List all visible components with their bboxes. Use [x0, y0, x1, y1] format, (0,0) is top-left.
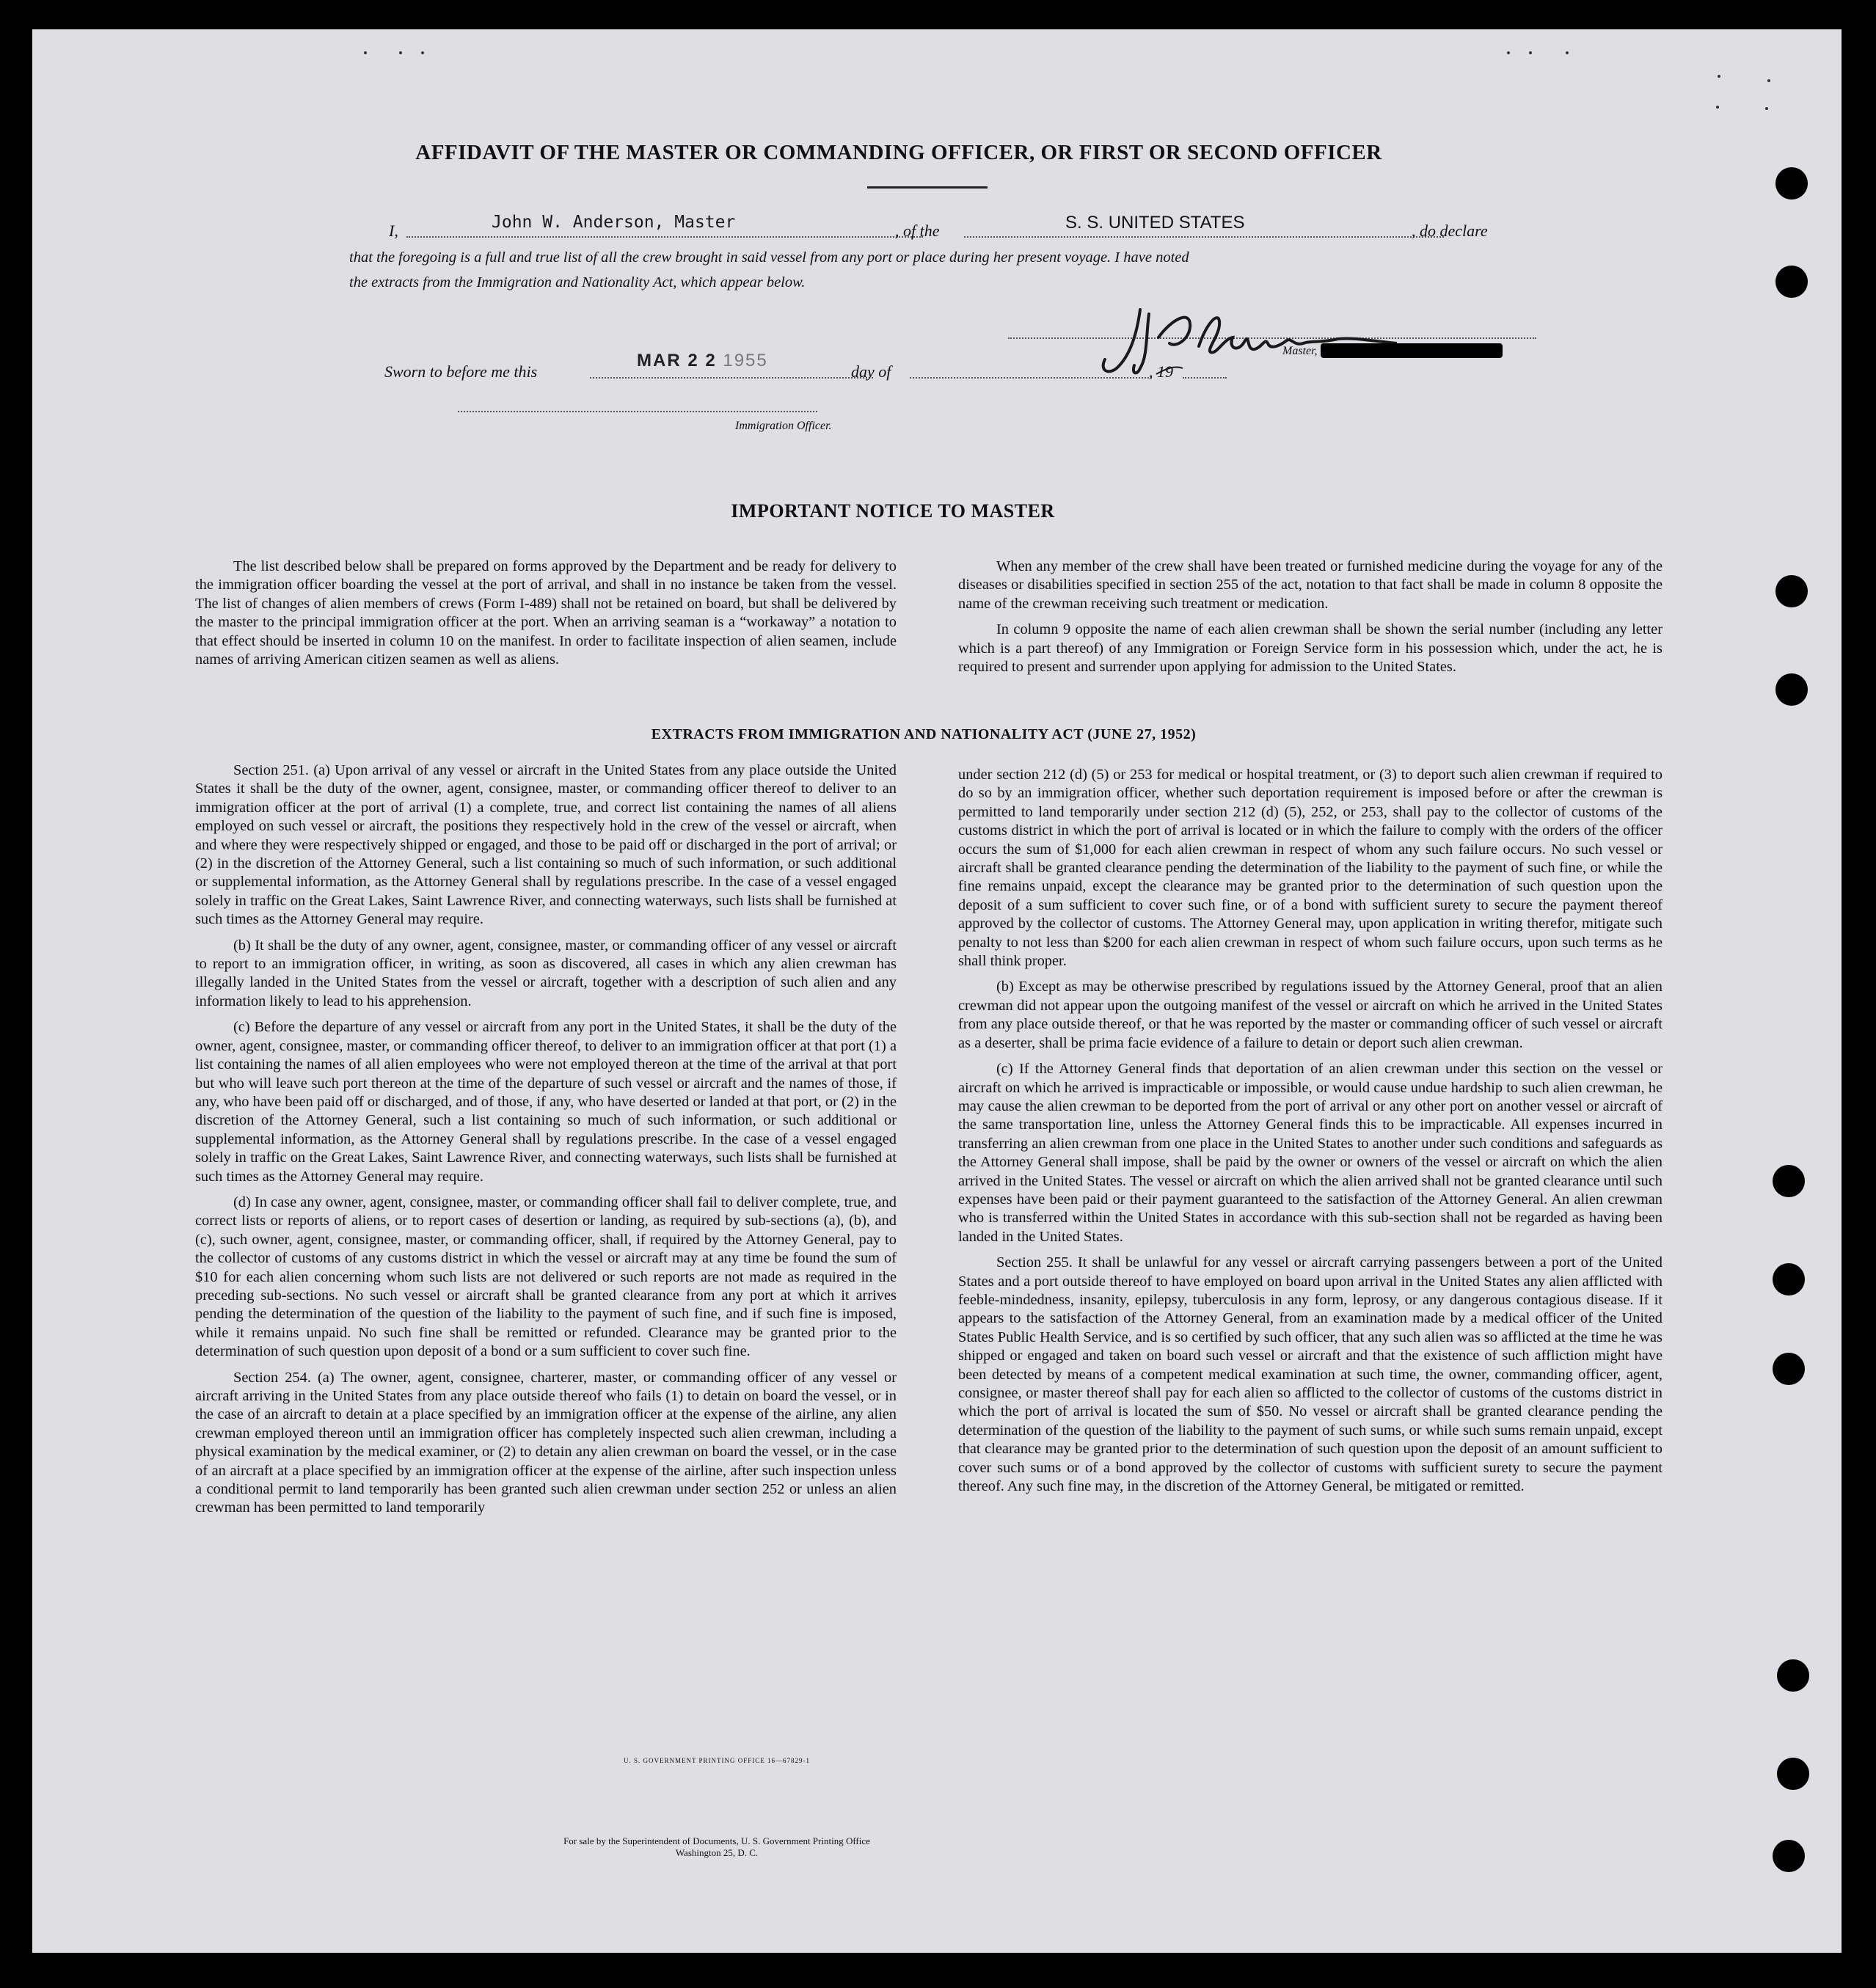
master-label: Master,	[1282, 345, 1318, 357]
vessel-field: S. S. UNITED STATES	[1065, 213, 1245, 233]
declaration-line-1: that the foregoing is a full and true list of all the crew brought in said vessel from any port or place during her present voyage. I have noted	[349, 249, 1189, 266]
extracts-title: EXTRACTS FROM IMMIGRATION AND NATIONALITY ACT (JUNE 27, 1952)	[651, 726, 1197, 742]
section-254-c: (c) If the Attorney General finds that deportation of an alien crewman under this section on the vessel or aircraft on which he arrived is impracticable or impossible, or would cause undue hardship to such alien crewman, he may cause the alien crewman to be deported from the port of arrival or any other port on another vessel or aircraft of the same transportation line, unless the Attorney General finds this to be impracticable. All expenses incurred in transferring an alien crewman from one place in the United States to another under such conditions and safeguards as the Attorney General shall impose, shall be paid by the owner or owners of the vessel or aircraft on which the alien arrived in the United States. The vessel or aircraft on which the alien arrived shall not be granted clearance until such expenses have been paid or their payment guaranteed to the satisfaction of the Attorney General. An alien crewman who is transferred within the United States in accordance with this sub-section shall not be regarded as having been landed in the United States.	[958, 1061, 1663, 1245]
extracts-right-column	[958, 766, 1663, 1496]
punch-hole	[1773, 1165, 1805, 1197]
section-251-c: (c) Before the departure of any vessel or aircraft from any port in the United States, it shall be the duty of the owner, agent, consignee, master, or commanding officer thereof, to deliver to an immigration officer at that port (1) a list containing the names of all alien employees who were not employed thereon at the time of the arrival at that port but who will leave such port thereon at the time of the departure of such vessel or aircraft and the names of those, if any, who have been paid off or discharged, and of those, if any, who have deserted or landed at that port, or (2) in the discretion of the Attorney General, such a list containing so much of such information, or such additional or supplemental information, as the Attorney General shall by regulations prescribe. In the case of a vessel engaged solely in traffic on the Great Lakes, Saint Lawrence River, and connecting waterways, such lists shall be furnished at such times as the Attorney General may require.	[195, 1019, 897, 1185]
scan-speck	[1767, 79, 1770, 82]
i-label: I,	[389, 222, 398, 240]
officer-signature-line	[458, 411, 817, 412]
scan-speck	[364, 51, 367, 54]
notice-right-paragraph-1: When any member of the crew shall have been treated or furnished medicine during the voyage for any of the diseases or disabilities specified in section 255 of the act, notation to that fact shall be made in column 8 opposite the name of the crewman receiving such treatment or medication.	[958, 558, 1663, 612]
punch-hole	[1773, 1263, 1805, 1296]
master-signature	[1089, 295, 1397, 383]
title-rule	[867, 186, 988, 189]
section-251-b: (b) It shall be the duty of any owner, agent, consignee, master, or commanding officer of any vessel or aircraft to report to an immigration officer, in writing, as soon as discovered, all cases in which any alien crewman has illegally landed in the United States from the vessel or aircraft, together with a description of such alien and any information likely to lead to his apprehension.	[195, 937, 897, 1009]
date-stamp	[637, 351, 768, 371]
officer-label: Immigration Officer.	[735, 420, 832, 432]
section-251-a: Section 251. (a) Upon arrival of any vessel or aircraft in the United States from any place outside the United States it shall be the duty of the owner, agent, consignee, master, or commanding officer thereof to deliver to an immigration officer at the port of arrival (1) a complete, true, and correct list containing the names of all aliens employed on such vessel or aircraft, the positions they respectively hold in the crew of the vessel or aircraft, when and where they were respectively shipped or engaged, and those to be paid off or discharged in the port of arrival; or (2) in the discretion of the Attorney General, such a list containing so much of such information, or such additional or supplemental information, as the Attorney General shall by regulations prescribe. In the case of a vessel engaged solely in traffic on the Great Lakes, Saint Lawrence River, and connecting waterways, such lists shall be furnished at such times as the Attorney General may require.	[195, 762, 897, 928]
scan-speck	[1529, 51, 1532, 54]
year-line	[1183, 377, 1227, 379]
vessel-field-line	[964, 236, 1444, 238]
section-254-b: (b) Except as may be otherwise prescribed by regulations issued by the Attorney General, proof that an alien crewman did not appear upon the outgoing manifest of the vessel or aircraft on which he arrived in the United States from any place outside thereof, or that he was reported by the master or commanding officer of such vessel or aircraft as a deserter, shall be prima facie evidence of a failure to detain or deport such alien crewman.	[958, 979, 1663, 1051]
do-declare-label: , do declare	[1412, 222, 1488, 240]
notice-right-paragraph-2: In column 9 opposite the name of each alien crewman shall be shown the serial number (including any letter which is a part thereof) of any Immigration or Foreign Service form in his possession which, under the act, he is required to present and surrender upon applying for admission to the United States.	[958, 621, 1663, 676]
year-prefix: , 19	[1149, 362, 1173, 381]
punch-hole	[1775, 266, 1808, 298]
punch-hole	[1775, 167, 1808, 200]
scan-speck	[1566, 51, 1569, 54]
scan-speck	[421, 51, 424, 54]
printing-office-line: U. S. GOVERNMENT PRINTING OFFICE 16—67829-1	[623, 1757, 811, 1764]
section-254-a-continued: under section 212 (d) (5) or 253 for medical or hospital treatment, or (3) to deport such alien crewman if required to do so by an immigration officer, whether such deportation requirement is imposed before or after the crewman is permitted to land temporarily under section 212 (d) (5), 252, or 253, shall pay to the collector of customs of the customs district in which the port of arrival is located or in which the failure to comply with the orders of the officer occurs the sum of $1,000 for each alien crewman in respect of whom any such failure occurs. No such vessel or aircraft shall be granted clearance pending the determination of the liability to the payment of such fine, or while the fine remains unpaid, except the clearance may be granted prior to the determination of such question upon the deposit of a sum sufficient to cover such fine, or of a bond with sufficient surety to secure the payment thereof approved by the collector of customs. The Attorney General may, upon application in writing therefor, mitigate such penalty to not less than $200 for each alien crewman in respect of whom such failure occurs, upon such terms as he shall think proper.	[958, 767, 1663, 970]
notice-right-column	[958, 558, 1663, 676]
section-251-d: (d) In case any owner, agent, consignee, master, or commanding officer shall fail to deliver complete, true, and correct lists or reports of aliens, or to report cases of desertion or landing, as required by sub-sections (a), (b), and (c), such owner, agent, consignee, master, or commanding officer, shall, if required by the Attorney General, pay to the collector of customs of any customs district in which the vessel or aircraft may at any time be found the sum of $10 for each alien concerning whom such lists are not delivered or such reports are not made as required in the preceding sub-sections. No such vessel or aircraft shall be granted clearance from any port at which it arrives pending the determination of the question of the liability to the payment of such fine, and if such fine is imposed, while it remains unpaid. No such fine shall be remitted or refunded. Clearance may be granted prior to the determination of such question upon deposit of a bond or a sum sufficient to cover such fine.	[195, 1194, 897, 1360]
sworn-date-line	[590, 377, 873, 379]
section-255: Section 255. It shall be unlawful for any vessel or aircraft carrying passengers between a port of the United States and a port outside thereof to have employed on board upon arrival in the United States any alien afflicted with feeble-mindedness, insanity, epilepsy, tuberculosis in any form, leprosy, or any dangerous contagious disease. If it appears to the satisfaction of the Attorney General, from an examination made by a medical officer of the United States Public Health Service, and is so certified by such officer, that any such alien was so afflicted at the time he was shipped or engaged and taken on board such vessel or aircraft and that the existence of such affliction might have been detected by means of a competent medical examination at such time, the owner, commanding officer, agent, consignee, or master thereof shall pay for each alien so afflicted to the collector of customs of the customs district in which the port of arrival is located the sum of $50. No vessel or aircraft shall be granted clearance pending the determination of the question of the liability to the payment of such sums, or while such sums remain unpaid, except that clearance may be granted prior to the determination of such question upon the deposit of an amount sufficient to cover such sums or of a bond approved by the collector of customs with sufficient surety to secure the payment thereof. Any such fine may, in the discretion of the Attorney General, be mitigated or remitted.	[958, 1254, 1663, 1495]
extracts-left-column	[195, 761, 897, 1518]
scan-speck	[1765, 107, 1768, 110]
redacted-block	[1321, 343, 1503, 358]
punch-hole	[1775, 575, 1808, 607]
name-field-line	[406, 236, 923, 238]
name-field: John W. Anderson, Master	[492, 213, 736, 232]
date-stamp-year: 1955	[723, 351, 768, 370]
declaration-line-2: the extracts from the Immigration and Nationality Act, which appear below.	[349, 274, 806, 290]
of-the-label: , of the	[895, 222, 940, 240]
punch-hole	[1775, 673, 1808, 706]
scan-speck	[399, 51, 402, 54]
scan-speck	[1507, 51, 1510, 54]
sworn-label: Sworn to before me this	[384, 362, 538, 381]
section-254-a: Section 254. (a) The owner, agent, consignee, charterer, master, or commanding officer of any vessel or aircraft arriving in the United States from any place outside thereof who fails (1) to detain on board the vessel, or in the case of an aircraft to detain at a place specified by an immigration officer at the expense of the airline, any alien crewman employed thereon until an immigration officer has completely inspected such alien crewman, including a physical examination by the medical examiner, or (2) to detain any alien crewman on board the vessel, or in the case of an aircraft at a place specified by an immigration officer at the expense of the airline, after such inspection unless a conditional permit to land temporarily has been granted such alien crewman under section 252 or unless an alien crewman has been permitted to land temporarily	[195, 1369, 897, 1516]
scan-speck	[1718, 75, 1720, 78]
day-of-label: day of	[851, 362, 891, 381]
scan-speck	[1716, 106, 1719, 109]
punch-hole	[1773, 1840, 1805, 1872]
punch-hole	[1777, 1659, 1809, 1692]
affidavit-title: AFFIDAVIT OF THE MASTER OR COMMANDING OFFICER, OR FIRST OR SECOND OFFICER	[415, 141, 1382, 164]
notice-title: IMPORTANT NOTICE TO MASTER	[731, 500, 1055, 522]
document-page	[32, 29, 1842, 1953]
sale-notice	[32, 1835, 1621, 1859]
sale-line-1: For sale by the Superintendent of Documents, U. S. Government Printing Office	[563, 1835, 870, 1846]
sale-line-2: Washington 25, D. C.	[675, 1847, 759, 1858]
punch-hole	[1773, 1353, 1805, 1385]
date-stamp-day: MAR 2 2	[637, 351, 717, 370]
notice-left-column	[195, 558, 897, 669]
punch-hole	[1777, 1758, 1809, 1790]
notice-left-paragraph: The list described below shall be prepared on forms approved by the Department and be ready for delivery to the immigration officer boarding the vessel at the port of arrival, and shall in no instance be taken from the vessel. The list of changes of alien members of crews (Form I-489) shall not be retained on board, but shall be delivered by the master to the principal immigration officer at the port. When an arriving seaman is a “workaway” a notation to that effect should be inserted in column 10 on the manifest. In order to facilitate inspection of alien seamen, include names of arriving American citizen seamen as well as aliens.	[195, 558, 897, 668]
month-line	[910, 377, 1152, 379]
